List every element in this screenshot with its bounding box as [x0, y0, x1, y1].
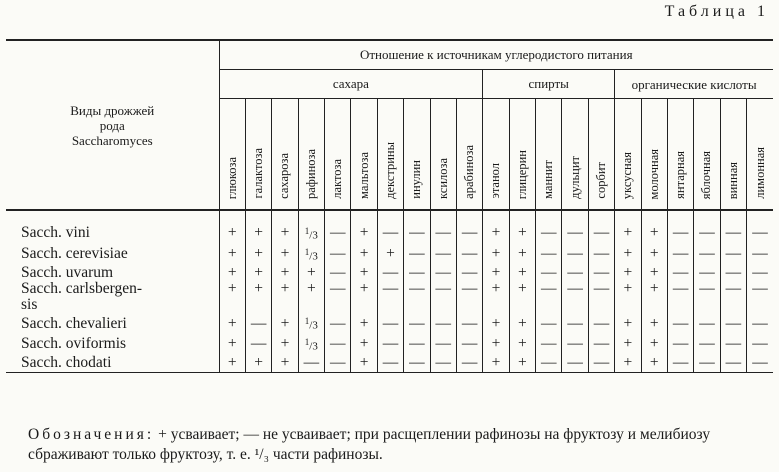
table-cell: — [456, 281, 482, 313]
page-title: Таблица 1 [664, 3, 769, 20]
table-cell: — [562, 264, 588, 281]
species-name-text: Sacch. chevalieri [21, 314, 127, 332]
table-cell: + [641, 334, 667, 355]
table-row [6, 223, 773, 244]
species-name-text: Sacch. uvarum [21, 263, 114, 281]
species-name [6, 334, 219, 355]
column-header [536, 99, 562, 211]
table-cell: + [219, 244, 245, 265]
column-header-label: инулин [409, 160, 424, 199]
column-header-label: рафиноза [303, 148, 318, 199]
table-cell: + [351, 244, 377, 265]
table-cell: — [588, 334, 614, 355]
column-header [298, 99, 324, 211]
table-cell: — [562, 334, 588, 355]
table-cell: + [483, 313, 509, 334]
table-cell: — [747, 264, 774, 281]
table-cell: + [219, 264, 245, 281]
table-cell: — [377, 281, 403, 313]
table-cell: $^1$/3 [298, 223, 324, 244]
column-header [272, 99, 298, 211]
table-cell: — [588, 223, 614, 244]
table-cell: + [641, 264, 667, 281]
table-cell: — [667, 244, 693, 265]
table-cell: — [325, 334, 351, 355]
column-header-label: арабиноза [462, 145, 477, 199]
column-header-label: этанол [488, 163, 503, 199]
table-cell: + [641, 223, 667, 244]
table-cell: — [456, 355, 482, 373]
table-cell: — [404, 281, 430, 313]
column-header [483, 99, 509, 211]
table-cell: $^1$/3 [298, 313, 324, 334]
table-cell: + [351, 281, 377, 313]
table-cell: + [615, 264, 641, 281]
column-header [562, 99, 588, 211]
table-cell: — [720, 355, 746, 373]
legend [28, 425, 763, 465]
species-name-text: Sacch. vini [21, 224, 90, 242]
table-cell: + [272, 281, 298, 313]
column-header-label: галактоза [251, 148, 266, 199]
table-cell: — [667, 313, 693, 334]
table-cell: — [245, 334, 271, 355]
column-header-label: декстрины [382, 142, 397, 199]
table-row [6, 281, 773, 313]
column-header [747, 99, 774, 211]
table-cell: — [536, 281, 562, 313]
table-row [6, 264, 773, 281]
table-cell: — [667, 223, 693, 244]
species-header-line-3: Saccharomyces [71, 132, 153, 148]
table-cell: + [615, 355, 641, 373]
table-cell: + [272, 223, 298, 244]
table-row [6, 313, 773, 334]
column-header [377, 99, 403, 211]
table-cell: + [509, 244, 535, 265]
column-header-label: винная [725, 161, 740, 199]
table-cell: — [456, 264, 482, 281]
table-cell: — [720, 281, 746, 313]
column-header-label: ксилоза [435, 158, 450, 199]
table-cell: — [456, 334, 482, 355]
table-cell: $^1$/3 [298, 334, 324, 355]
table-cell: — [720, 244, 746, 265]
table-cell: — [694, 334, 720, 355]
column-header-label: лактоза [330, 159, 345, 199]
table-cell: — [694, 244, 720, 265]
species-name [6, 355, 219, 373]
species-name [6, 223, 219, 244]
column-header [404, 99, 430, 211]
table-cell: + [641, 355, 667, 373]
species-name-text: Sacch. carlsbergen- [21, 280, 143, 298]
column-header-label: мальтоза [356, 152, 371, 199]
table-cell: — [588, 313, 614, 334]
table-cell: + [509, 264, 535, 281]
table-cell: + [641, 244, 667, 265]
table-cell: — [377, 223, 403, 244]
table-cell: + [245, 281, 271, 313]
column-header [430, 99, 456, 211]
table-row [6, 355, 773, 373]
table-cell: — [747, 281, 774, 313]
table-cell: + [615, 313, 641, 334]
species-header-line-2: рода [99, 117, 125, 133]
table-cell: — [536, 264, 562, 281]
table-cell: — [562, 223, 588, 244]
table-cell: — [298, 355, 324, 373]
table-cell: + [245, 355, 271, 373]
table-cell: — [456, 244, 482, 265]
table-cell: — [694, 355, 720, 373]
table-cell: — [377, 334, 403, 355]
species-name-text: Sacch. chodati [21, 354, 112, 372]
table-cell: — [536, 355, 562, 373]
table-cell: + [483, 334, 509, 355]
table-cell: — [747, 355, 774, 373]
table-cell: + [351, 313, 377, 334]
table-cell: — [562, 355, 588, 373]
table-cell: — [430, 244, 456, 265]
table-cell: + [272, 313, 298, 334]
table-cell: — [720, 334, 746, 355]
species-name-text: Sacch. cerevisiae [21, 244, 128, 262]
table-cell: + [509, 313, 535, 334]
species-name [6, 264, 219, 281]
column-header-label: сахароза [277, 153, 292, 199]
column-header [588, 99, 614, 211]
table-cell: — [747, 334, 774, 355]
table-cell: — [536, 334, 562, 355]
table-cell: + [272, 244, 298, 265]
table-cell: — [667, 264, 693, 281]
table-cell: — [430, 313, 456, 334]
table-cell: + [351, 355, 377, 373]
table-cell: + [298, 264, 324, 281]
group-header: спирты [483, 70, 615, 99]
table-cell: + [219, 334, 245, 355]
table-cell: + [483, 264, 509, 281]
table-cell: + [219, 223, 245, 244]
column-header [720, 99, 746, 211]
table-cell: — [325, 355, 351, 373]
table-cell: + [641, 313, 667, 334]
table-cell: + [298, 281, 324, 313]
species-name-continuation: sis [21, 296, 38, 314]
table-cell: — [720, 313, 746, 334]
table-cell: + [509, 355, 535, 373]
table-cell: — [430, 334, 456, 355]
column-header-label: лимонная [752, 147, 767, 199]
table-cell: — [377, 264, 403, 281]
table-cell: + [245, 223, 271, 244]
table-cell: — [588, 264, 614, 281]
table-cell: — [720, 264, 746, 281]
table-cell: + [219, 313, 245, 334]
table-cell: — [562, 281, 588, 313]
table-cell: — [377, 355, 403, 373]
table-cell: — [536, 223, 562, 244]
table-cell: + [509, 281, 535, 313]
table-cell: + [615, 281, 641, 313]
table-cell: — [694, 223, 720, 244]
table-cell: — [404, 313, 430, 334]
table-cell: — [720, 223, 746, 244]
table-cell: + [483, 281, 509, 313]
table-cell: — [404, 223, 430, 244]
column-header-label: молочная [646, 148, 661, 199]
column-header [456, 99, 482, 211]
table-cell: + [377, 244, 403, 265]
table-cell: + [272, 334, 298, 355]
column-header-label: дульцит [567, 156, 582, 199]
table-cell: — [667, 334, 693, 355]
column-header-label: уксусная [620, 151, 635, 199]
species-name-text: Sacch. oviformis [21, 335, 127, 353]
table-cell: — [325, 313, 351, 334]
table-cell: — [404, 355, 430, 373]
column-header-label: маннит [541, 160, 556, 199]
table-cell: — [430, 223, 456, 244]
table-cell: — [456, 223, 482, 244]
column-header [219, 99, 245, 211]
table-cell: + [615, 334, 641, 355]
column-header-label: янтарная [673, 151, 688, 199]
table-cell: + [483, 223, 509, 244]
table-cell: + [272, 264, 298, 281]
table-cell: — [325, 264, 351, 281]
column-header-label: сорбит [593, 162, 608, 199]
table-cell: — [747, 223, 774, 244]
species-header-line-1: Виды дрожжей [70, 102, 155, 118]
table-cell: — [245, 313, 271, 334]
table-row [6, 244, 773, 265]
table-cell: + [245, 244, 271, 265]
table-cell: — [667, 355, 693, 373]
group-header: сахара [219, 70, 483, 99]
column-header [615, 99, 641, 211]
table-cell: + [483, 244, 509, 265]
table-row [6, 334, 773, 355]
table-cell: — [588, 244, 614, 265]
table-cell: — [588, 281, 614, 313]
column-header [667, 99, 693, 211]
column-header-label: глицерин [514, 149, 529, 199]
species-name [6, 281, 219, 313]
table-cell: — [694, 313, 720, 334]
table-cell: — [694, 281, 720, 313]
table-cell: + [483, 355, 509, 373]
table-cell: — [536, 313, 562, 334]
legend-head: Обозначения: [28, 426, 155, 443]
column-header [694, 99, 720, 211]
carbon-source-header: Отношение к источникам углеродистого питания [219, 40, 773, 70]
column-header [641, 99, 667, 211]
table-cell: — [377, 313, 403, 334]
table-cell: + [615, 223, 641, 244]
species-name [6, 313, 219, 334]
species-name [6, 244, 219, 265]
table-cell: — [430, 355, 456, 373]
table-cell: — [325, 223, 351, 244]
table-cell: — [747, 244, 774, 265]
column-header [509, 99, 535, 211]
table-cell: + [219, 355, 245, 373]
table-cell: — [404, 244, 430, 265]
species-header [6, 40, 219, 210]
legend-text: + усваивает; — не усваивает; при расщеплении рафинозы на фруктозу и мелибиозу сбраживают только фруктозу, т. е. ¹/₃ части рафинозы. [28, 426, 711, 463]
table-cell: — [588, 355, 614, 373]
table-cell: — [562, 313, 588, 334]
table-cell: — [404, 264, 430, 281]
table-cell: + [615, 244, 641, 265]
table-cell: — [536, 244, 562, 265]
table-cell: + [351, 334, 377, 355]
table-cell: + [509, 334, 535, 355]
table-cell: — [456, 313, 482, 334]
table-cell: + [641, 281, 667, 313]
column-header [325, 99, 351, 211]
table-cell: — [325, 281, 351, 313]
column-header-label: яблочная [699, 150, 714, 199]
table-cell: — [430, 264, 456, 281]
table-cell: + [272, 355, 298, 373]
table-cell: + [351, 264, 377, 281]
table-cell: + [245, 264, 271, 281]
table-cell: — [562, 244, 588, 265]
group-header: органические кислоты [615, 70, 773, 99]
table-cell: — [430, 281, 456, 313]
table-cell: — [667, 281, 693, 313]
table-cell: + [351, 223, 377, 244]
table-cell: — [747, 313, 774, 334]
table-cell: — [325, 244, 351, 265]
table-cell: — [404, 334, 430, 355]
column-header-label: глюкоза [224, 156, 239, 199]
table-cell: + [509, 223, 535, 244]
table-cell: $^1$/3 [298, 244, 324, 265]
column-header [245, 99, 271, 211]
table-cell: + [219, 281, 245, 313]
table-cell: — [694, 264, 720, 281]
carbon-source-table [6, 39, 773, 373]
column-header [351, 99, 377, 211]
